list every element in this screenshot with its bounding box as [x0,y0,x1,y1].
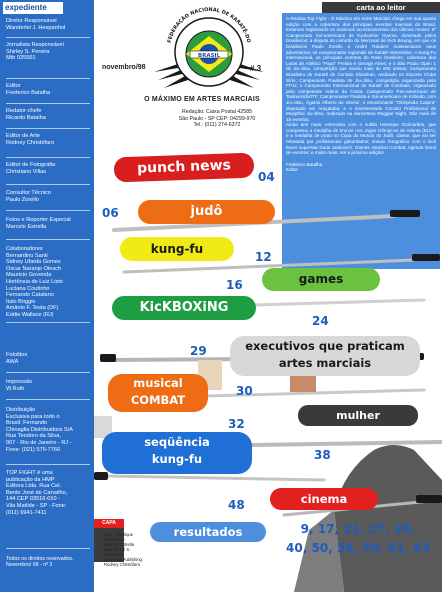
sidebar-block-contributors: Colaboradores Bernardino Santi Sidney Ubeda Gomes Oscar Naranjo Olesch Mauricio Govenda Hortênsia de Luiz Listo Luciana Coutinho Fernando Catalano Italo Boggio Amânio F. Testa (DF) Eddie Wallace (RJ) [6,246,63,318]
section-mulher[interactable]: mulher [298,405,418,426]
page-number-games: 16 [226,278,243,292]
expediente-tab: expediente [3,2,63,14]
staff-sidebar [0,0,94,592]
sidebar-block-photo-editor: Editor de Fotografia Christiano Villas [6,162,56,175]
sidebar-block-consultant: Consultor Técnico Paulo Zorello [6,190,51,203]
sidebar-divider [6,239,90,240]
sidebar-block-art-editor: Editor de Arte Rodney Christófaro [6,133,55,146]
section-cinema[interactable]: cinema [270,488,378,510]
emblem-arc-text: FEDERAÇÃO NACIONAL DE KARATÊ-DO [166,6,252,44]
sidebar-divider [6,78,90,79]
sidebar-divider [6,37,90,38]
section-games[interactable]: games [262,268,380,291]
issue-date: novembro/98 [102,64,146,71]
sidebar-block-editor: Editor Frederico Batalha [6,83,51,96]
section-kickboxing[interactable]: KicKBOXiNG [112,296,256,320]
sidebar-block-journalist: Jornalista Responsável Shirley S. Pereira Mtb 025561 [6,42,64,62]
letter-title: carta ao leitor [322,2,440,13]
letter-paragraph: Ainda tem mais: entrevista com o sultão Henrique Guimarães, que conquistou a medalha de bronze nos Jogos Olímpicos de Atlanta (EUA), e a medalha de prata no Copa do Mundo do Judô, classe, que vai ser retratada por profissionais gabaritados; ensaio fotográfico com o kick boxer superstar Duda Jankovich; Games; Musical Combat; Agenda Geral de eventos; e muito mais. Até a próxima edição! [286,122,436,156]
sidebar-divider [6,184,90,185]
sidebar-block-photos: Fotos e Reporter Especial Marcelo Estrella [6,217,71,230]
sidebar-divider [6,210,90,211]
section-musical-combat[interactable]: musical COMBAT [108,374,208,412]
sidebar-block-chief-editor: Redator-chefe Ricardo Batalha [6,108,46,121]
sidebar-block-prepress: Fotolitos AWA [6,352,28,365]
section-punch-news[interactable]: punch news [114,153,255,183]
section-executives[interactable]: executivos que praticam artes marciais [230,336,420,376]
sidebar-divider [6,128,90,129]
emblem-brasil-text: BRASIL [197,53,221,59]
sidebar-divider [6,372,90,373]
sidebar-divider [6,322,90,323]
fighter-silhouette [334,445,442,592]
page-number-punch-news: 04 [258,170,275,184]
section-resultados[interactable]: resultados [150,522,266,542]
page-number-cinema: 48 [228,498,245,512]
page-number-mulher: 32 [228,417,245,431]
sidebar-divider [6,399,90,400]
federation-emblem [150,2,268,100]
results-page-numbers: 9, 17, 21, 27, 28, 40, 50, 56, 59, 61, 63 [286,522,430,555]
cover-label: CAPA [94,519,124,528]
letter-paragraph: A Revista Top Fight - O Máximo em Artes Marciais chega em sua quarta edição com a cobertura dos principais eventos marciais do Brasil. Estamos registrando os máximos acontecimentos dos últimos meses: 5º Campeonato Sul-americano de Kyokushin Oyama, dominado pelos brasileiros; a disputa do cinturão do Mercosul de Kick Boxing, em que os brasileiros Paulo Zorello e André Raubert massacraram seus adversários; os campeonatos regionais de Karatê Interestilos, o Kung-Fu internacional, os principais eventos do Rose brasileiro, cobertura dos Lutas de Atlético "Papo" Freitas e George Alves; e o São Paulo Open 1 de Jiu-Jitsu, competição que reuniu mais de 600 atletas; Campeonato Brasileiro de Karatê de Contato Shidokan, realizado no Esporte Clube Sírio; Campeonato Paulista de Jiu-Jitsu, competição organizada pela FPJJ; o Campeonato Internacional de Karatê de Combate, organizado pela competente Adenir da Costa; Campeonato Pan-americano de Taekwondo/ITF; Campeonatos Paulista e Sul-americano de Kobudo, com Jiu-Jitsu, Ágatos Alberto do Interior, o emocionante "Olimpíada Caipira" disputado em Araçatuba; e o movimentado Circuito Profissional de Muaythai Jiu-Jitsu, realizado na danceteria Reggae Night. São mais de 15 eventos. [286,16,436,122]
page-number-kung-fu: 12 [255,250,272,264]
page-number-executives: 29 [190,344,207,358]
page-number-sequencia: 38 [314,448,331,462]
page-number-kickboxing: 24 [312,314,329,328]
section-sequencia-kung-fu[interactable]: seqüência kung-fu [102,432,252,474]
section-kung-fu[interactable]: kung-fu [120,237,234,261]
sidebar-block-printing: Impressão W.Roth [6,379,33,392]
section-judo[interactable]: judô [138,200,275,224]
page-number-musical-combat: 30 [236,384,253,398]
letter-signature: Frederico Batalha Editor [286,161,323,173]
cover-credits: Foto - Henrique Guimarães Marcelo Estrella Box: Aníbal S. Assunção Desk Top Publishing: Rodney Christófaro [104,532,144,567]
issue-number: # 3 [250,64,262,73]
sidebar-divider [6,103,90,104]
magazine-tagline: O MÁXIMO EM ARTES MARCIAIS [144,96,260,103]
page-number-judo: 06 [102,206,119,220]
sidebar-divider [6,464,90,465]
sidebar-divider [6,157,90,158]
sidebar-divider [6,548,90,549]
sidebar-block-director: Diretor Responsável Wanderlei J. Hespanhol [6,18,66,31]
rights-notice: Todos os direitos reservados. Novembro/ 98 - nº 3 [6,556,74,569]
editorial-address: Redação: Caixa Postal 42585 São Paulo - SP CEP: 04299-970 Tel.: (011) 274-6372 [178,109,256,129]
sidebar-block-distribution: Distribuição Exclusiva para todo o Brasil: Fernando Chinaglia Distribuidora S/A Rua Teodoro da Silva, 907 - Rio de Janeiro - RJ - Fone: (021) 575-7766 [6,407,73,453]
sidebar-block-publisher: TOP FIGHT é uma publicação da HMP Editora Ltda. Rua Cel. Bento José de Carvalho, 144 CEP 03516-010 - Vila Matilde - SP - Fone: (011) 6941-7411 [6,470,68,516]
